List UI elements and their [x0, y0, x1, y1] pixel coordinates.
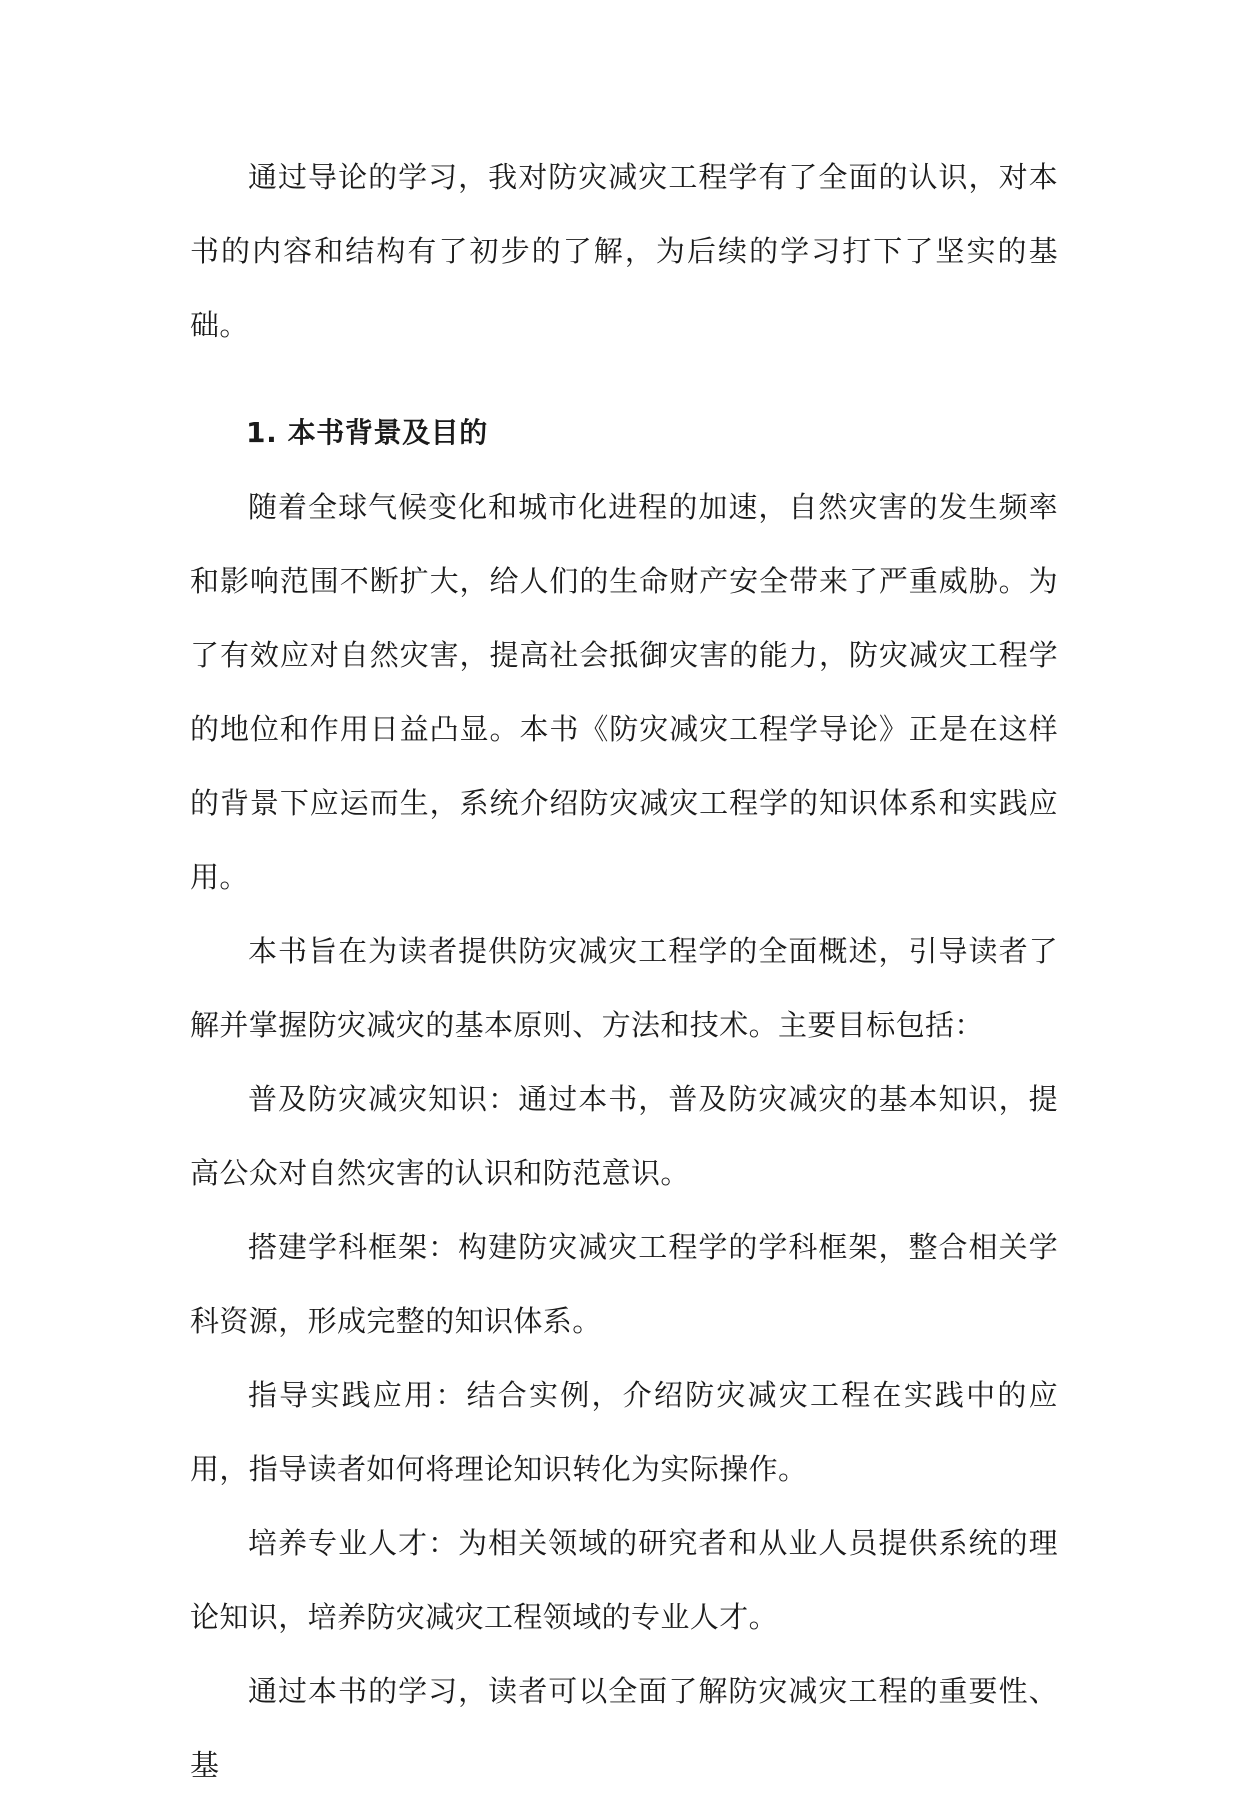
goal-paragraph-talent: 培养专业人才：为相关领域的研究者和从业人员提供系统的理论知识，培养防灾减灾工程领域的专业人才。: [190, 1526, 1058, 1634]
purpose-paragraph: 本书旨在为读者提供防灾减灾工程学的全面概述，引导读者了解并掌握防灾减灾的基本原则、方法和技术。主要目标包括：: [190, 934, 1058, 1042]
goal-paragraph-framework: 搭建学科框架：构建防灾减灾工程学的学科框架，整合相关学科资源，形成完整的知识体系。: [190, 1230, 1058, 1338]
background-paragraph: 随着全球气候变化和城市化进程的加速，自然灾害的发生频率和影响范围不断扩大，给人们的生命财产安全带来了严重威胁。为了有效应对自然灾害，提高社会抵御灾害的能力，防灾减灾工程学的地位和作用日益凸显。本书《防灾减灾工程学导论》正是在这样的背景下应运而生，系统介绍防灾减灾工程学的知识体系和实践应用。: [190, 490, 1058, 894]
section-heading: 1. 本书背景及目的: [246, 416, 488, 449]
goal-paragraph-practice: 指导实践应用：结合实例，介绍防灾减灾工程在实践中的应用，指导读者如何将理论知识转化为实际操作。: [190, 1378, 1058, 1486]
intro-paragraph: 通过导论的学习，我对防灾减灾工程学有了全面的认识，对本书的内容和结构有了初步的了解，为后续的学习打下了坚实的基础。: [190, 160, 1058, 342]
section-spacer: [190, 362, 1058, 396]
closing-paragraph: 通过本书的学习，读者可以全面了解防灾减灾工程的重要性、基: [190, 1674, 1058, 1782]
page-content: [190, 140, 1058, 1802]
goal-paragraph-knowledge: 普及防灾减灾知识：通过本书，普及防灾减灾的基本知识，提高公众对自然灾害的认识和防范意识。: [190, 1082, 1058, 1190]
